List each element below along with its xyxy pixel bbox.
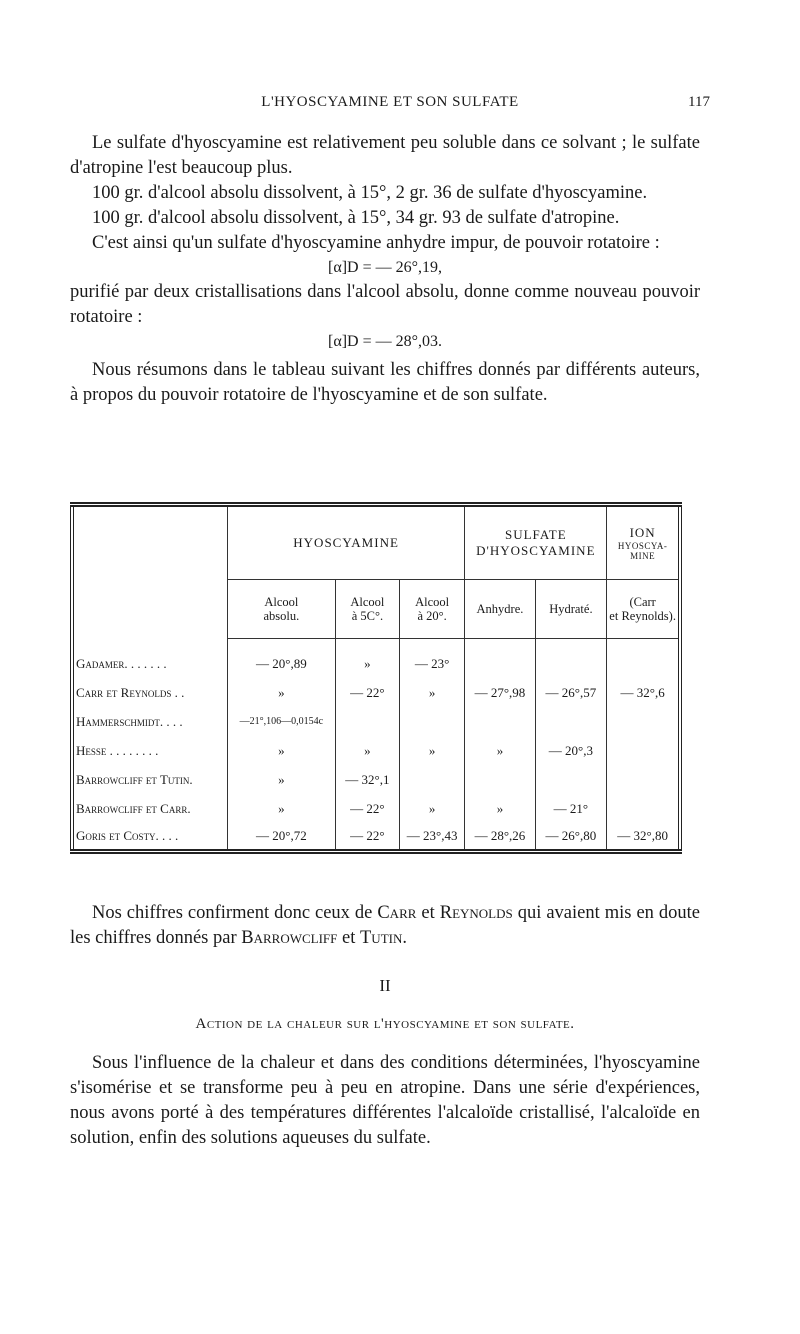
- table-cell: — 27°,98: [465, 678, 535, 707]
- table-cell: »: [399, 736, 465, 765]
- author-barrowcliff: Barrowcliff: [241, 928, 338, 948]
- table-cell: »: [227, 794, 335, 823]
- table-cell: [535, 649, 607, 678]
- conclusion-part-b: et: [416, 903, 440, 923]
- subheader-ion: [607, 580, 680, 639]
- header-sulfate-line2: D'HYOSCYAMINE: [476, 543, 596, 558]
- table-cell: — 26°,80: [535, 823, 607, 852]
- conclusion-part-c: qui avaient mis en doute les chiffres donnés par: [70, 903, 700, 948]
- header-sulfate-line1: SULFATE: [505, 527, 567, 542]
- author-carr: Carr: [377, 903, 417, 923]
- table-row: [72, 678, 680, 707]
- table-cell: [465, 649, 535, 678]
- table-cell: »: [465, 794, 535, 823]
- subheader-anhydre: Anhydre.: [465, 580, 535, 639]
- subheader-alcool-50-l1: Alcool: [350, 595, 385, 609]
- table-row: [72, 649, 680, 678]
- table-cell: [607, 765, 680, 794]
- header-hyoscyamine: HYOSCYAMINE: [227, 505, 465, 580]
- table-cell: »: [335, 736, 399, 765]
- paragraph-atropine-solubility: 100 gr. d'alcool absolu dissolvent, à 15°, 34 gr. 93 de sulfate d'atropine.: [92, 208, 620, 228]
- table-cell: — 28°,26: [465, 823, 535, 852]
- table-cell: [399, 707, 465, 736]
- table-cell: — 23°,43: [399, 823, 465, 852]
- paragraph-solubility: Le sulfate d'hyoscyamine est relativement peu soluble dans ce solvant ; le sulfate d'atropine l'est beaucoup plus.: [70, 133, 700, 178]
- row-author: Goris et Costy. . . .: [76, 828, 179, 843]
- table-cell: [535, 765, 607, 794]
- paragraph-purified: purifié par deux cristallisations dans l'alcool absolu, donne comme nouveau pouvoir rotatoire :: [70, 282, 700, 327]
- table-cell: [607, 736, 680, 765]
- table-cell: »: [227, 736, 335, 765]
- formula-rotatory-2: [α]D = — 28°,03.: [327, 333, 442, 350]
- section-number: II: [379, 976, 391, 995]
- page-number: 117: [688, 94, 710, 110]
- table-cell: »: [227, 678, 335, 707]
- running-header: [70, 94, 710, 118]
- table-cell: »: [227, 765, 335, 794]
- paragraph-conclusion: [70, 901, 700, 951]
- conclusion-part-e: .: [402, 928, 407, 948]
- text-block-section: [70, 1051, 700, 1151]
- table-cell: — 26°,57: [535, 678, 607, 707]
- header-sulfate: [465, 505, 607, 580]
- row-author: Carr et Reynolds . .: [76, 684, 185, 700]
- table-cell: — 20°,72: [227, 823, 335, 852]
- subheader-alcool-absolu-l2: absolu.: [263, 609, 300, 623]
- paragraph-table-intro: Nous résumons dans le tableau suivant les chiffres donnés par différents auteurs, à propos du pouvoir rotatoire de l'hyoscyamine et de son sulfate.: [70, 360, 700, 405]
- table-row: [72, 765, 680, 794]
- table-cell: — 32°,6: [607, 678, 680, 707]
- table-cell: »: [399, 678, 465, 707]
- subheader-alcool-absolu: [227, 580, 335, 639]
- table-cell: — 22°: [335, 678, 399, 707]
- conclusion-part-a: Nos chiffres confirment donc ceux de: [92, 903, 378, 923]
- subheader-alcool-50-l2: à 5C°.: [351, 609, 384, 623]
- table-separator-row: [72, 639, 680, 650]
- paragraph-heat-action: Sous l'influence de la chaleur et dans des conditions déterminées, l'hyoscyamine s'isomérise et se transforme peu à peu en atropine. Dans une série d'expériences, nous avons porté à des températures différentes l'alcaloïde cristallisé, l'alcaloïde en solution, enfin des solutions aqueuses du sulfate.: [70, 1053, 700, 1148]
- table-cell: — 20°,89: [227, 649, 335, 678]
- table-cell: — 32°,1: [335, 765, 399, 794]
- subheader-alcool-20-l2: à 20°.: [417, 609, 447, 623]
- row-author: Barrowcliff et Tutin.: [76, 771, 193, 787]
- header-ion: [607, 505, 680, 580]
- table-cell: — 32°,80: [607, 823, 680, 852]
- table-cell: »: [465, 736, 535, 765]
- table-cell: —21°,106—0,0154c: [227, 707, 335, 736]
- paragraph-impure-sulfate: C'est ainsi qu'un sulfate d'hyoscyamine anhydre impur, de pouvoir rotatoire :: [92, 233, 660, 253]
- formula-rotatory-1: [α]D = — 26°,19,: [327, 259, 442, 276]
- section-title: Action de la chaleur sur l'hyoscyamine et son sulfate.: [195, 1016, 575, 1032]
- table-cell: [535, 707, 607, 736]
- subheader-ion-l1: (Carr: [629, 595, 656, 609]
- author-reynolds: Reynolds: [439, 903, 513, 923]
- text-block-top: [70, 131, 700, 408]
- rotatory-power-table: [70, 502, 682, 854]
- table-cell: »: [335, 649, 399, 678]
- table-row: [72, 794, 680, 823]
- table-row: [72, 707, 680, 736]
- running-title: L'HYOSCYAMINE ET SON SULFATE: [261, 94, 519, 110]
- table-cell: [607, 707, 680, 736]
- table-cell: [465, 765, 535, 794]
- table-corner-cell: [72, 505, 227, 580]
- table-cell: — 22°: [335, 794, 399, 823]
- row-author: Barrowcliff et Carr.: [76, 800, 191, 816]
- table-corner-cell-2: [72, 580, 227, 639]
- header-ion-line3: MINE: [630, 551, 656, 561]
- table-cell: — 20°,3: [535, 736, 607, 765]
- table-cell: — 22°: [335, 823, 399, 852]
- table-cell: »: [399, 794, 465, 823]
- table-cell: [399, 765, 465, 794]
- table-cell: [607, 794, 680, 823]
- paragraph-hyoscyamine-solubility: 100 gr. d'alcool absolu dissolvent, à 15°, 2 gr. 36 de sulfate d'hyoscyamine.: [92, 183, 648, 203]
- table-cell: [335, 707, 399, 736]
- table-sub-header-row: [72, 580, 680, 639]
- author-tutin: Tutin: [360, 928, 403, 948]
- subheader-hydrate: Hydraté.: [535, 580, 607, 639]
- header-ion-line1: ION: [629, 525, 656, 540]
- subheader-alcool-50: [335, 580, 399, 639]
- table-group-header-row: [72, 505, 680, 580]
- table-cell: — 23°: [399, 649, 465, 678]
- table-row: [72, 823, 680, 852]
- conclusion-part-d: et: [337, 928, 360, 948]
- text-block-conclusion: [70, 901, 700, 951]
- table-cell: — 21°: [535, 794, 607, 823]
- subheader-alcool-20-l1: Alcool: [415, 595, 450, 609]
- row-author: Hesse . . . . . . . .: [76, 742, 159, 758]
- subheader-ion-l2: et Reynolds).: [609, 609, 676, 623]
- header-ion-line2: HYOSCYA-: [617, 541, 668, 551]
- subheader-alcool-20: [399, 580, 465, 639]
- row-author: Gadamer. . . . . . .: [76, 655, 167, 671]
- table-body: [72, 649, 680, 852]
- row-author: Hammerschmidt. . . .: [76, 713, 183, 729]
- table-cell: [465, 707, 535, 736]
- table-row: [72, 736, 680, 765]
- table-cell: [607, 649, 680, 678]
- subheader-alcool-absolu-l1: Alcool: [264, 595, 299, 609]
